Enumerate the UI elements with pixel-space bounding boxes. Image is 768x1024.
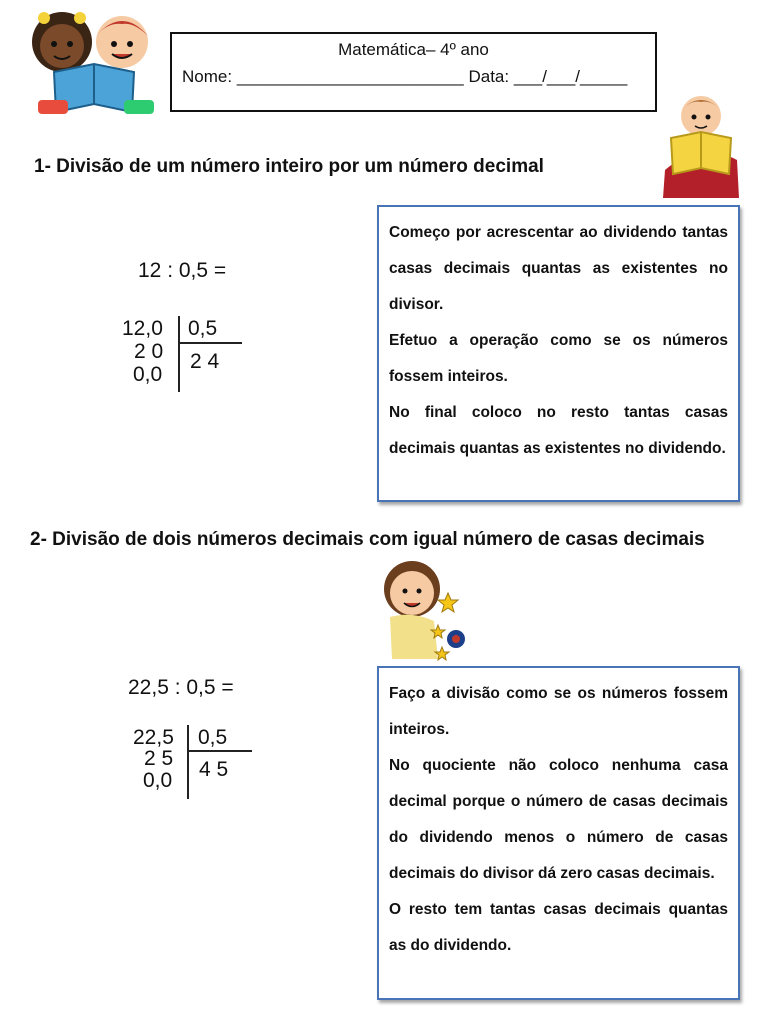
- section2-explanation-2: No quociente não coloco nenhuma casa decimal porque o número de casas decimais do dividendo menos o número de casas decimais do divisor dá zero casas decimais.: [389, 757, 728, 882]
- section2-explanation-box: [377, 666, 740, 1000]
- kids-reading-illustration: [24, 4, 164, 119]
- section1-explanation-1: Começo por acrescentar ao dividendo tantas casas decimais quantas as existentes no divisor.: [389, 224, 728, 313]
- date-label: Data:: [468, 67, 510, 86]
- subject-title: Matemática– 4º ano: [338, 40, 489, 59]
- name-label: Nome:: [182, 67, 233, 86]
- division2-quotient: 4 5: [199, 758, 229, 781]
- division2-remainder: 0,0: [143, 769, 173, 792]
- division1-quotient: 2 4: [190, 350, 220, 373]
- division2-horizontal-line: [187, 750, 252, 752]
- header-box: [170, 32, 657, 112]
- division1-divisor: 0,5: [188, 317, 218, 340]
- division2-step: 2 5: [144, 747, 174, 770]
- division2-divisor: 0,5: [198, 726, 228, 749]
- name-blank[interactable]: ________________________: [236, 67, 464, 86]
- section2-explanation-1: Faço a divisão como se os números fossem inteiros.: [389, 685, 728, 738]
- date-blank[interactable]: ___/___/_____: [513, 67, 628, 86]
- division1-dividend: 12,0: [122, 317, 163, 340]
- division1-step: 2 0: [134, 340, 164, 363]
- section1-explanation-2: Efetuo a operação como se os números fossem inteiros.: [389, 332, 728, 385]
- division2-vertical-line: [187, 725, 189, 799]
- section1-explanation-box: [377, 205, 740, 502]
- section2-explanation-3: O resto tem tantas casas decimais quantas as do dividendo.: [389, 901, 728, 954]
- section1-title: 1- Divisão de um número inteiro por um número decimal: [34, 156, 544, 177]
- section2-title: 2- Divisão de dois números decimais com igual número de casas decimais: [30, 529, 705, 550]
- name-date-line: [182, 67, 627, 87]
- division1-horizontal-line: [178, 342, 242, 344]
- division2-dividend: 22,5: [133, 726, 174, 749]
- boy-with-stars-illustration: [376, 555, 471, 665]
- section2-expression: 22,5 : 0,5 =: [128, 676, 234, 699]
- boy-reading-illustration: [655, 90, 745, 200]
- division1-vertical-line: [178, 316, 180, 392]
- division1-remainder: 0,0: [133, 363, 163, 386]
- section1-explanation-3: No final coloco no resto tantas casas decimais quantas as existentes no dividendo.: [389, 404, 728, 457]
- section1-expression: 12 : 0,5 =: [138, 259, 227, 282]
